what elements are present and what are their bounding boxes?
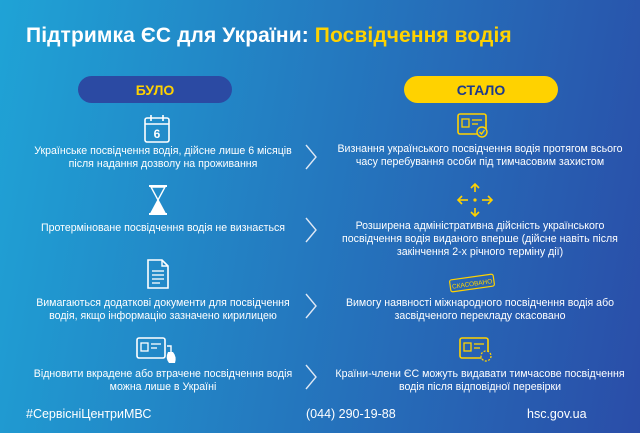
after-text-1: Визнання українського посвідчення водія протягом всього часу перебування особи під тимчасовим захистом <box>337 143 623 168</box>
expand-arrows-icon <box>456 182 494 218</box>
chevron-right-icon <box>303 143 319 171</box>
before-text-1: Українське посвідчення водія, дійсне лише 6 місяців після надання дозволу на проживання <box>34 145 292 170</box>
license-check-icon <box>456 112 490 140</box>
license-issue-icon <box>458 336 494 364</box>
calendar-icon <box>143 114 171 144</box>
footer-hashtag: #СервісніЦентриМВС <box>26 407 152 421</box>
before-text-2: Протерміноване посвідчення водія не визнається <box>40 222 286 234</box>
title-main: Підтримка ЄС для України: <box>26 24 315 47</box>
cancelled-stamp-icon <box>447 272 497 294</box>
calendar-number: 6 <box>153 127 161 141</box>
license-lost-icon <box>135 334 177 366</box>
title-accent: Посвідчення водія <box>314 24 512 47</box>
chevron-right-icon <box>303 363 319 391</box>
before-text-4: Відновити вкрадене або втрачене посвідчення водія можна лише в Україні <box>33 368 293 393</box>
after-text-3: Вимогу наявності міжнародного посвідчення водія або засвідченого перекладу скасовано <box>345 297 615 322</box>
before-label: БУЛО <box>78 76 232 103</box>
after-label: СТАЛО <box>404 76 558 103</box>
stamp-text: СКАСОВАНО <box>451 278 493 291</box>
after-text-2: Розширена адміністративна дійсність українського посвідчення водія виданого вперше (дійсне навіть після закінчення 2-х річного терміну дії) <box>342 220 618 258</box>
chevron-right-icon <box>303 292 319 320</box>
page-title <box>26 24 630 48</box>
before-text-3: Вимагаються додаткові документи для посвідчення водія, якщо інформацію зазначено кирилицею <box>36 297 290 322</box>
chevron-right-icon <box>303 216 319 244</box>
after-text-4: Країни-члени ЄС можуть видавати тимчасове посвідчення водія після відповідної перевірки <box>335 368 625 393</box>
footer-site[interactable]: hsc.gov.ua <box>527 407 587 421</box>
hourglass-icon <box>147 184 169 216</box>
document-icon <box>145 258 171 290</box>
footer-phone: (044) 290-19-88 <box>306 407 396 421</box>
